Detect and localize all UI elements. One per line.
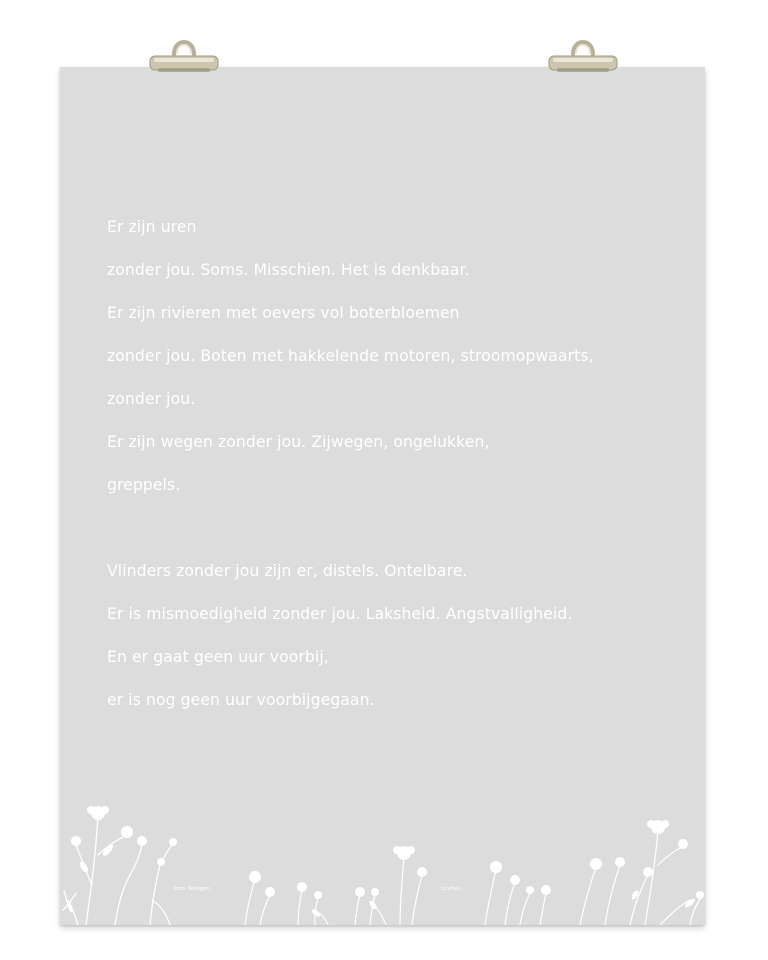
poster (60, 67, 705, 925)
poem-line: Er zijn wegen zonder jou. Zijwegen, ongelukken, (107, 433, 490, 451)
poem-line: Er zijn uren (107, 218, 197, 236)
poem-line: zonder jou. (107, 390, 196, 408)
author-caption: Toon Tellegen (173, 886, 210, 892)
poem-line: greppels. (107, 476, 181, 494)
poem-line: zonder jou. Boten met hakkelende motoren, stroomopwaarts, (107, 347, 594, 365)
poem-line: Er is mismoedigheid zonder jou. Laksheid. Angstvalligheid. (107, 605, 573, 623)
poem (107, 212, 687, 728)
binder-clip-icon (543, 32, 623, 78)
poem-line: En er gaat geen uur voorbij, (107, 648, 329, 666)
poem-line: zonder jou. Soms. Misschien. Het is denkbaar. (107, 261, 470, 279)
stanza-gap (107, 513, 687, 556)
binder-clip-icon (144, 32, 224, 78)
brand-caption: Lovlies (441, 886, 460, 892)
poem-line: er is nog geen uur voorbijgegaan. (107, 691, 375, 709)
poem-line: Er zijn rivieren met oevers vol boterbloemen (107, 304, 460, 322)
stanza-1 (107, 212, 687, 513)
wildflower-illustration (60, 795, 705, 925)
stanza-2 (107, 556, 687, 728)
poem-line: Vlinders zonder jou zijn er, distels. Ontelbare. (107, 562, 468, 580)
